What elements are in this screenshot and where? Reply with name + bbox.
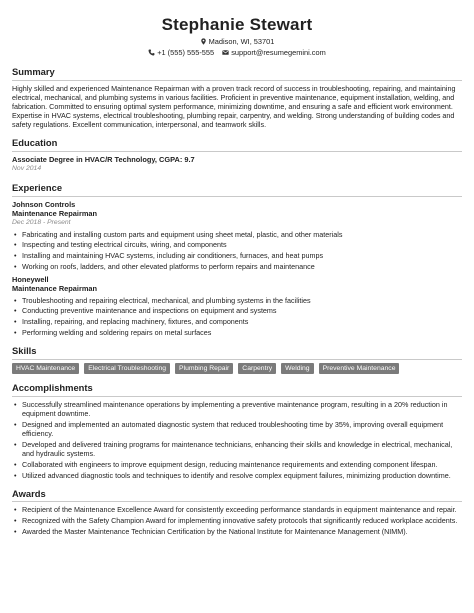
awards-list xyxy=(12,505,462,536)
contact-row xyxy=(12,47,462,58)
skill-tag: Electrical Troubleshooting xyxy=(84,363,170,375)
list-item: • Conducting preventive maintenance and inspections on equipment and systems xyxy=(12,306,462,315)
skill-tag: Welding xyxy=(281,363,313,375)
phone-item xyxy=(148,47,214,58)
education-date: Nov 2014 xyxy=(12,165,42,173)
experience-heading: Experience xyxy=(12,182,462,197)
education-heading: Education xyxy=(12,137,462,152)
email-icon xyxy=(222,49,229,56)
list-item: • Installing and maintaining HVAC systems, including air conditioners, furnaces, and heat pumps xyxy=(12,251,462,260)
summary-section xyxy=(12,66,462,129)
experience-section xyxy=(12,182,462,337)
list-item: • Awarded the Master Maintenance Technician Certification by the National Institute for Maintenance Management (NIMM). xyxy=(12,527,462,536)
list-item: • Installing, repairing, and replacing machinery, fixtures, and components xyxy=(12,317,462,326)
job-bullets xyxy=(12,230,462,271)
email-item xyxy=(222,47,326,58)
list-item: • Collaborated with engineers to improve equipment design, reducing maintenance requirements and extending component lifespan. xyxy=(12,460,462,469)
phone-text[interactable]: +1 (555) 555-555 xyxy=(157,48,215,57)
map-pin-icon xyxy=(200,38,207,45)
skill-tag: Preventive Maintenance xyxy=(319,363,400,375)
skill-tag: HVAC Maintenance xyxy=(12,363,79,375)
phone-icon xyxy=(148,49,155,56)
skills-list xyxy=(12,363,462,375)
skill-tag: Carpentry xyxy=(238,363,276,375)
list-item: • Utilized advanced diagnostic tools and techniques to identify and resolve complex equipment failures, minimizing production downtime. xyxy=(12,471,462,480)
summary-paragraph-2: Expertise in HVAC systems, electrical troubleshooting, plumbing repair, carpentry, and welding. Strong understanding of building codes and safety regulations. Excellent communication, interpersonal, and teamwork skills. xyxy=(12,111,455,130)
location-row xyxy=(12,36,462,47)
list-item: • Recipient of the Maintenance Excellence Award for consistently exceeding performance standards in equipment maintenance and repair. xyxy=(12,505,462,514)
list-item: • Working on roofs, ladders, and other elevated platforms to perform repairs and maintenance xyxy=(12,262,462,271)
list-item: • Developed and delivered training programs for maintenance technicians, enhancing their skills and knowledge in electrical, mechanical, and hydraulic systems. xyxy=(12,440,462,458)
list-item: • Recognized with the Safety Champion Award for implementing innovative safety protocols that significantly reduced workplace accidents. xyxy=(12,516,462,525)
location-item xyxy=(200,36,275,47)
education-section xyxy=(12,137,462,173)
awards-section xyxy=(12,488,462,536)
accomplishments-heading: Accomplishments xyxy=(12,382,462,397)
job-entry xyxy=(12,200,462,271)
job-entry xyxy=(12,275,462,337)
company-name: Johnson Controls xyxy=(12,199,76,209)
job-date: Dec 2018 - Present xyxy=(12,219,71,227)
list-item: • Designed and implemented an automated diagnostic system that reduced troubleshooting time by 35%, improving overall equipment efficiency. xyxy=(12,420,462,438)
job-bullets xyxy=(12,296,462,337)
skill-tag: Plumbing Repair xyxy=(175,363,233,375)
company-name: Honeywell xyxy=(12,275,49,285)
summary-heading: Summary xyxy=(12,66,462,81)
summary-paragraph: Highly skilled and experienced Maintenance Repairman with a proven track record of success in troubleshooting, repairing, and maintaining electrical, mechanical, and plumbing systems in various facilities. Proficient in preventive maintenance, equipment installation, welding, and fabrication. Committed to ensuring optimal system performance, minimizing downtime, and ensuring a safe and efficient work environment. xyxy=(12,83,456,112)
accomplishments-list xyxy=(12,400,462,480)
email-text[interactable]: support@resumegemini.com xyxy=(231,48,326,57)
list-item: • Troubleshooting and repairing electrical, mechanical, and plumbing systems in the facilities xyxy=(12,296,462,305)
job-role: Maintenance Repairman xyxy=(12,284,98,294)
list-item: • Successfully streamlined maintenance operations by implementing a preventive maintenance program, resulting in a 20% reduction in equipment downtime. xyxy=(12,400,462,418)
list-item: • Inspecting and testing electrical circuits, wiring, and components xyxy=(12,240,462,249)
awards-heading: Awards xyxy=(12,488,462,503)
degree-title: Associate Degree in HVAC/R Technology, CGPA: 9.7 xyxy=(12,155,195,165)
job-role: Maintenance Repairman xyxy=(12,208,98,218)
skills-section xyxy=(12,345,462,375)
skills-heading: Skills xyxy=(12,345,462,360)
location-text: Madison, WI, 53701 xyxy=(208,37,275,46)
list-item: • Fabricating and installing custom parts and equipment using sheet metal, plastic, and other materials xyxy=(12,230,462,239)
candidate-name: Stephanie Stewart xyxy=(161,15,313,34)
accomplishments-section xyxy=(12,382,462,479)
list-item: • Performing welding and soldering repairs on metal surfaces xyxy=(12,328,462,337)
